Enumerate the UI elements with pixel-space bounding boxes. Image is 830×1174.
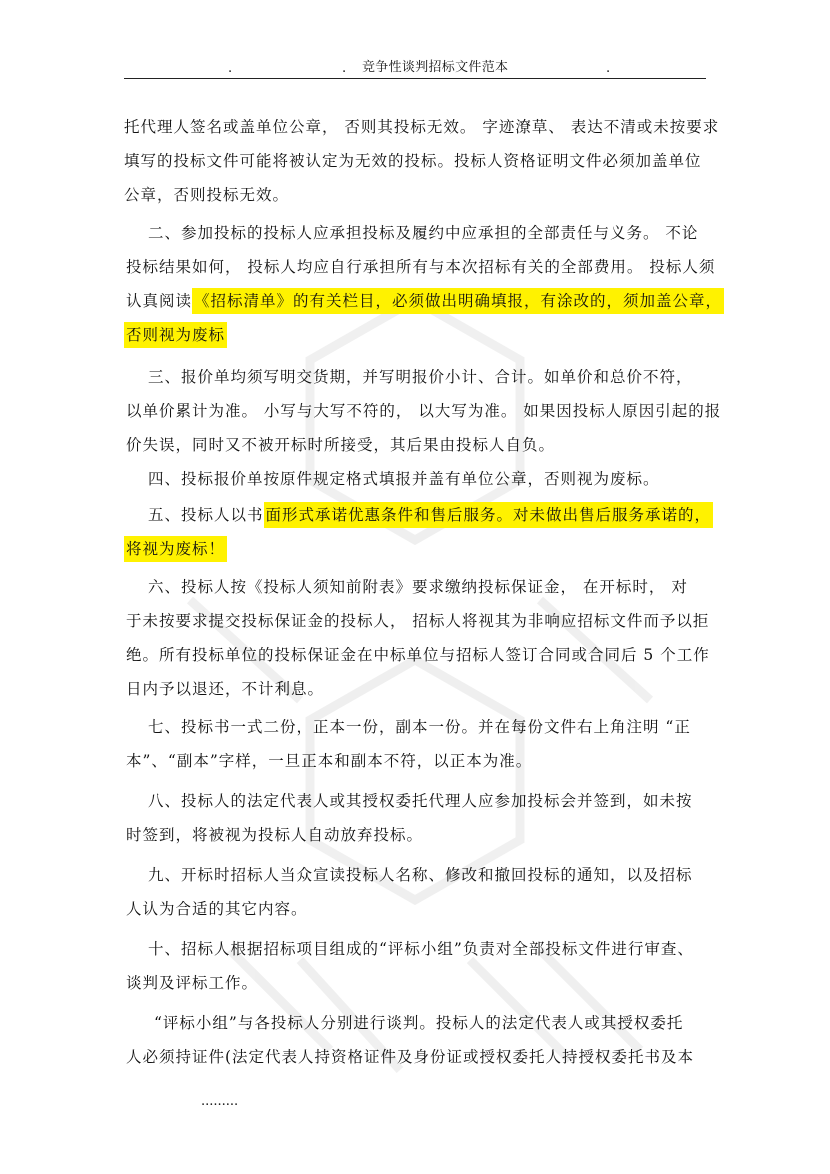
text-line: 谈判及评标工作。 [126,974,259,992]
text-line: 价失误，同时又不被开标时所接受，其后果由投标人自负。 [126,436,556,454]
paragraph-item-10 [126,932,708,1000]
paragraph-continuation [124,110,720,212]
text-line [126,532,708,566]
text-line: 七、投标书一式二份，正本一份，副本一份。并在每份文件右上角注明 “正 [148,718,691,736]
highlighted-text: 否则视为废标 [124,322,227,348]
header-dot: . [342,61,347,76]
text-line: 四、投标报价单按原件规定格式填报并盖有单位公章，否则视为废标。 [148,470,660,488]
highlighted-text: 面形式承诺优惠条件和售后服务。对未做出售后服务承诺的， [264,502,714,528]
header-title: 竞争性谈判招标文件范本 [362,60,509,75]
text-line: 人必须持证件(法定代表人持资格证件及身份证或授权委托人持授权委托书及本 [126,1048,695,1066]
highlighted-text: 《招标清单》的有关栏目，必须做出明确填报，有涂改的，须加盖公章， [192,288,724,314]
text-line: 人认为合适的其它内容。 [126,900,308,918]
document-body [124,110,723,1074]
text-line: 六、投标人按《投标人须知前附表》要求缴纳投标保证金， 在开标时， 对 [148,578,688,596]
footer-dots: ......... [201,1094,239,1109]
paragraph-review [126,1006,708,1074]
paragraph-item-6 [126,570,708,706]
paragraph-item-5 [126,498,712,566]
text-line: 投标结果如何， 投标人均应自行承担所有与本次招标有关的全部费用。 投标人须 [126,258,716,276]
paragraph-item-7 [126,710,708,778]
text-line: “评标小组”与各投标人分别进行谈判。投标人的法定代表人或其授权委托 [154,1014,684,1032]
text-line: 以单价累计为准。 小写与大写不符的， 以大写为准。 如果因投标人原因引起的报 [126,402,722,420]
text-span: 认真阅读 [126,292,193,310]
text-line: 日内予以退还，不计利息。 [126,680,325,698]
text-line: 绝。所有投标单位的投标保证金在中标单位与招标人签订合同或合同后 5 个工作 [126,646,710,664]
paragraph-item-2 [126,216,723,352]
paragraph-item-3 [126,360,722,462]
text-line: 二、参加投标的投标人应承担投标及履约中应承担的全部责任与义务。 不论 [148,224,699,242]
text-line: 三、报价单均须写明交货期，并写明报价小计、合计。如单价和总价不符， [148,368,693,386]
text-line: 时签到，将被视为投标人自动放弃投标。 [126,826,424,844]
paragraph-item-4 [126,462,708,496]
page-header [124,58,706,79]
text-line: 本”、“副本”字样，一旦正本和副本不符，以正本为准。 [126,752,533,770]
header-dot: . [228,61,233,76]
paragraph-item-8 [126,784,708,852]
text-line: 填写的投标文件可能将被认定为无效的投标。投标人资格证明文件必须加盖单位 [124,152,702,170]
text-line: 于未按要求提交投标保证金的投标人， 招标人将视其为非响应招标文件而予以拒 [126,612,710,630]
text-line [126,498,712,532]
text-line [126,318,708,352]
text-line: 八、投标人的法定代表人或其授权委托代理人应参加投标会并签到，如未按 [148,792,693,810]
text-line [126,284,723,318]
paragraph-item-9 [126,858,708,926]
text-line: 十、招标人根据招标项目组成的“评标小组”负责对全部投标文件进行审查、 [148,940,694,958]
highlighted-text: 将视为废标！ [124,536,227,562]
text-line: 公章，否则投标无效。 [124,186,290,204]
text-line: 九、开标时招标人当众宣读投标人名称、修改和撤回投标的通知，以及招标 [148,866,693,884]
header-dot: . [606,61,611,76]
text-line: 托代理人签名或盖单位公章， 否则其投标无效。 字迹潦草、 表达不清或未按要求 [124,118,720,136]
text-span: 五、投标人以书 [148,506,264,524]
